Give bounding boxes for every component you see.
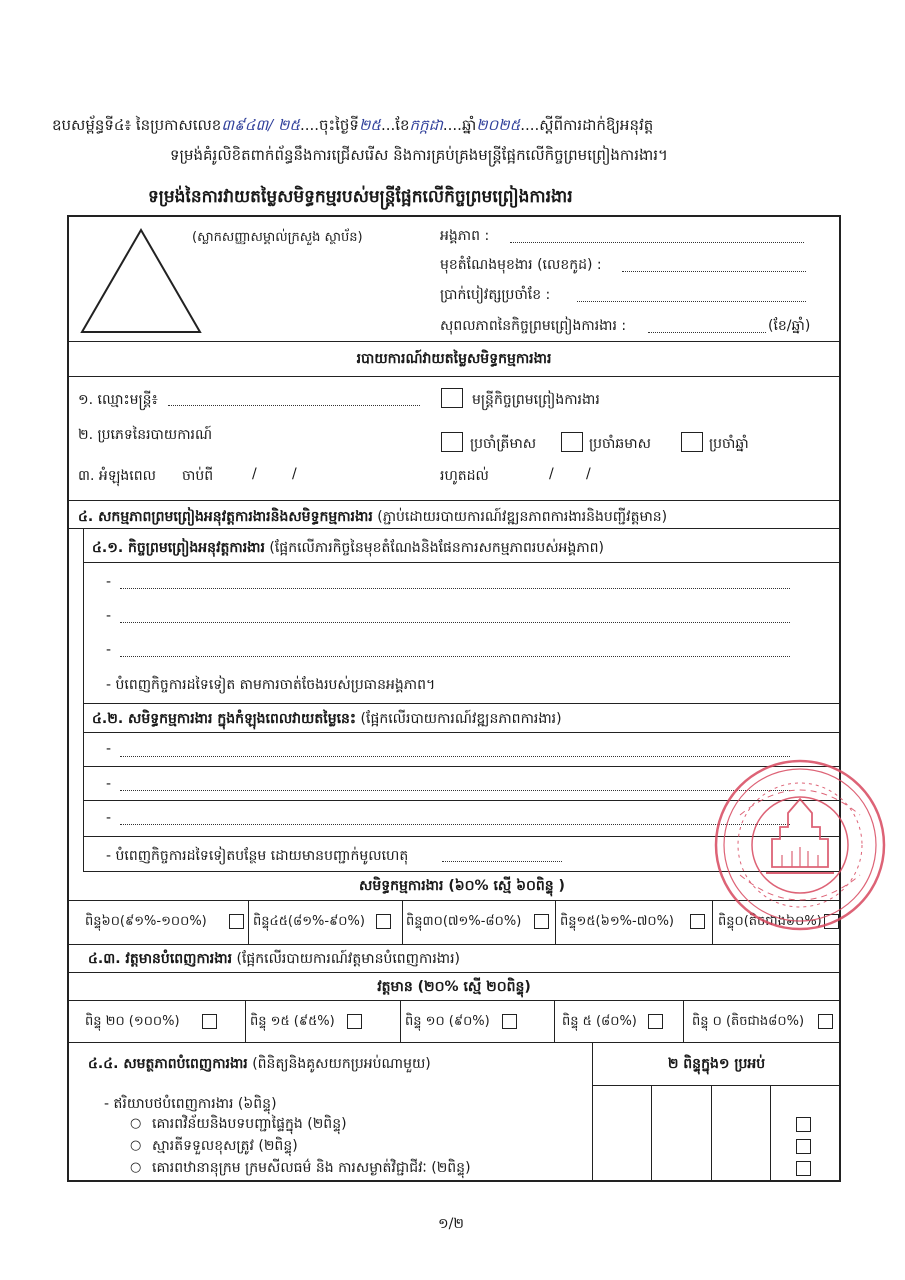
bullet-circle-icon: ○	[130, 1138, 142, 1153]
quarterly-checkbox[interactable]	[441, 432, 463, 452]
form-title: ទម្រង់នៃការវាយតម្លៃសមិទ្ធកម្មរបស់មន្ត្រីផ្អែកលើកិច្ចព្រមព្រៀងការងារ	[148, 187, 573, 207]
from-date-sep-2[interactable]: /	[292, 466, 297, 482]
date-month: កក្កដា	[409, 116, 443, 134]
att-option-2-label: ពិន្ទុ ១៥ (៩៥%)	[250, 1014, 335, 1029]
section41-heading	[92, 538, 604, 559]
header-line-2: ទម្រង់គំរូលិខិតពាក់ព័ន្ធនឹងការជ្រើសរើស និងការគ្រប់គ្រងមន្ត្រីផ្អែកលើកិច្ចព្រមព្រៀងការងារ។	[170, 146, 668, 164]
capacity-sub-2: ស្មារតីទទួលខុសត្រូវ (២ពិន្ទុ)	[152, 1138, 298, 1154]
bullet-circle-icon: ○	[130, 1160, 142, 1175]
bullet-circle-icon: ○	[130, 1116, 142, 1131]
to-date-sep-2[interactable]: /	[586, 466, 591, 482]
achv-option-3-checkbox[interactable]	[534, 914, 549, 929]
to-date-sep-1[interactable]: /	[549, 466, 554, 482]
section4-note: (ភ្ជាប់ដោយរបាយការណ៍វឌ្ឍនភាពការងារនិងបញ្ជីវត្តមាន)	[377, 509, 668, 525]
section44-note: (ពិនិត្យនិងគូសយកប្រអប់ណាមួយ)	[252, 1056, 431, 1072]
annual-label: ប្រចាំឆ្នាំ	[709, 436, 749, 452]
capacity-sub-3: គោរពឋានានុក្រម ក្រមសីលធម៌ និង ការសម្ងាត់វិជ្ជាជីវៈ (២ពិន្ទុ)	[152, 1160, 471, 1176]
report-type-label: ២. ប្រភេទនៃរបាយការណ៍	[78, 427, 213, 443]
s42-reason-field[interactable]	[442, 861, 562, 862]
s42-line-1[interactable]	[120, 756, 790, 757]
section4-heading	[78, 507, 667, 528]
achv-option-1-checkbox[interactable]	[229, 914, 244, 929]
salary-label: ប្រាក់បៀវត្សប្រចាំខែ :	[440, 287, 551, 303]
s41-line-3[interactable]	[120, 656, 790, 657]
section43-title: ៤.៣. វត្តមានបំពេញការងារ	[88, 951, 233, 967]
section43-note: (ផ្អែកលើរបាយការណ៍វត្តមានបំពេញការងារ)	[236, 951, 461, 967]
s41-more: - បំពេញកិច្ចការដទៃទៀត តាមការចាត់ចែងរបស់ប្រធានអង្គភាព។	[106, 677, 436, 693]
officer-name-field[interactable]	[168, 405, 420, 406]
validity-label: សុពលភាពនៃកិច្ចព្រមព្រៀងការងារ :	[440, 318, 627, 334]
prakas-number: ៣៩៤៣	[221, 116, 269, 134]
header-line-1: ឧបសម្ព័ន្ធទី៤៖ នៃប្រកាសលេខ៣៩៤៣/ ២៥....ចុះថ្ងៃទី២៥...ខែកក្កដា....ឆ្នាំ២០២៥....ស្ដីពីការដាក់ឱ្យអនុវត្ត	[52, 116, 654, 134]
quarterly-label: ប្រចាំត្រីមាស	[470, 436, 537, 452]
section42-heading	[92, 709, 562, 730]
s41-dash-1: -	[106, 574, 112, 590]
section43-heading	[88, 949, 460, 970]
att-option-4-checkbox[interactable]	[648, 1014, 663, 1029]
achv-option-4-checkbox[interactable]	[690, 914, 705, 929]
report-title: របាយការណ៍វាយតម្លៃសមិទ្ធកម្មការងារ	[356, 351, 552, 367]
section44-heading	[88, 1054, 431, 1075]
period-label: ៣. អំឡុងពេល	[78, 468, 156, 484]
s41-line-1[interactable]	[120, 588, 790, 589]
unit-field[interactable]	[510, 242, 804, 243]
officer-name-label: ១. ឈ្មោះមន្ត្រី៖	[78, 392, 158, 408]
date-year: ២០២៥	[476, 116, 521, 134]
s41-dash-2: -	[106, 608, 112, 624]
section41-note: (ផ្អែកលើភារកិច្ចនៃមុខតំណែងនិងផែនការសកម្មភាពរបស់អង្គភាព)	[269, 540, 605, 556]
from-date-sep-1[interactable]: /	[252, 466, 257, 482]
att-option-5-checkbox[interactable]	[818, 1014, 833, 1029]
position-label: មុខតំណែងមុខងារ (លេខកូដ) :	[440, 257, 602, 273]
att-option-1-label: ពិន្ទុ ២០ (១០០%)	[85, 1014, 180, 1029]
salary-field[interactable]	[577, 301, 806, 302]
section42-title: ៤.២. សមិទ្ធកម្មការងារ ក្នុងកំឡុងពេលវាយតម្លៃនេះ	[92, 711, 357, 727]
month-label: ខែ	[395, 116, 410, 134]
officer-type-label: មន្ត្រីកិច្ចព្រមព្រៀងការងារ	[472, 392, 600, 408]
period-to-label: រហូតដល់	[440, 468, 489, 484]
s42-line-3[interactable]	[120, 824, 790, 825]
unit-label: អង្គភាព :	[440, 228, 490, 244]
section4-title: ៤. សកម្មភាពព្រមព្រៀងអនុវត្តការងារនិងសមិទ្ធកម្មការងារ	[78, 509, 373, 525]
prakas-suffix: / ២៥	[268, 116, 300, 134]
s42-dash-1: -	[106, 741, 112, 757]
date-day: ២៥	[358, 116, 381, 134]
achievement-title: សមិទ្ធកម្មការងារ (៦០% ស្មើ ៦០ពិន្ទុ )	[359, 878, 565, 894]
achv-option-4-label: ពិន្ទុ១៥(៦១%-៧០%)	[560, 914, 674, 929]
att-option-3-label: ពិន្ទុ ១០ (៩០%)	[405, 1014, 490, 1029]
capacity-sub-2-checkbox[interactable]	[796, 1139, 811, 1154]
logo-note: (ស្លាកសញ្ញាសម្គាល់ក្រសួង ស្ថាប័ន)	[192, 230, 363, 245]
achv-option-1-label: ពិន្ទុ៦០(៩១%-១០០%)	[85, 914, 207, 929]
position-field[interactable]	[622, 271, 806, 272]
capacity-item: - ឥរិយាបថបំពេញការងារ (៦ពិន្ទុ)	[104, 1096, 277, 1112]
achv-option-2-label: ពិន្ទុ៤៥(៨១%-៩០%)	[253, 914, 365, 929]
page-number: ១/២	[438, 1216, 464, 1232]
officer-type-checkbox[interactable]	[441, 388, 463, 408]
capacity-sub-1-checkbox[interactable]	[796, 1117, 811, 1132]
header-text: ឧបសម្ព័ន្ធទី៤៖ នៃប្រកាសលេខ	[52, 116, 222, 134]
annual-checkbox[interactable]	[681, 432, 703, 452]
capacity-sub-1: គោរពវិន័យនិងបទបញ្ជាផ្ទៃក្នុង (២ពិន្ទុ)	[152, 1116, 347, 1132]
att-option-4-label: ពិន្ទុ ៥ (៨០%)	[562, 1014, 637, 1029]
semiannual-label: ប្រចាំឆមាស	[589, 436, 651, 452]
achv-option-5-label: ពិន្ទុ០(តិចជាង៦០%)	[718, 914, 822, 929]
att-option-1-checkbox[interactable]	[202, 1014, 217, 1029]
period-from-label: ចាប់ពី	[182, 468, 214, 484]
att-option-3-checkbox[interactable]	[502, 1014, 517, 1029]
capacity-sub-3-checkbox[interactable]	[796, 1161, 811, 1176]
seal-stamp-icon	[710, 755, 890, 935]
triangle-icon	[78, 226, 204, 336]
s41-dash-3: -	[106, 642, 112, 658]
achv-option-2-checkbox[interactable]	[376, 914, 391, 929]
att-option-2-checkbox[interactable]	[347, 1014, 362, 1029]
year-label: ឆ្នាំ	[461, 116, 477, 134]
attendance-title: វត្តមាន (២០% ស្មើ ២០ពិន្ទុ)	[377, 979, 531, 995]
validity-field[interactable]	[648, 332, 766, 333]
section44-title: ៤.៤. សមត្ថភាពបំពេញការងារ	[88, 1056, 248, 1072]
section44-points: ២ ពិន្ទុក្នុង១ ប្រអប់	[667, 1056, 766, 1072]
achv-option-3-label: ពិន្ទុ៣០(៧១%-៨០%)	[406, 914, 522, 929]
header-subject: ស្ដីពីការដាក់ឱ្យអនុវត្ត	[539, 116, 654, 134]
s41-line-2[interactable]	[120, 622, 790, 623]
att-option-5-label: ពិន្ទុ ០ (តិចជាង៨០%)	[692, 1014, 805, 1029]
s42-dash-2: -	[106, 776, 112, 792]
date-label: ចុះថ្ងៃទី	[319, 116, 359, 134]
s42-dash-3: -	[106, 810, 112, 826]
section42-note: (ផ្អែកលើរបាយការណ៍វឌ្ឍនភាពការងារ)	[360, 711, 562, 727]
s42-more: - បំពេញកិច្ចការដទៃទៀតបន្ថែម ដោយមានបញ្ជាក់មូលហេតុ	[106, 848, 409, 864]
validity-unit: (ខែ/ឆ្នាំ)	[768, 318, 811, 334]
section41-title: ៤.១. កិច្ចព្រមព្រៀងអនុវត្តការងារ	[92, 540, 265, 556]
s42-line-2[interactable]	[120, 790, 790, 791]
semiannual-checkbox[interactable]	[561, 432, 583, 452]
